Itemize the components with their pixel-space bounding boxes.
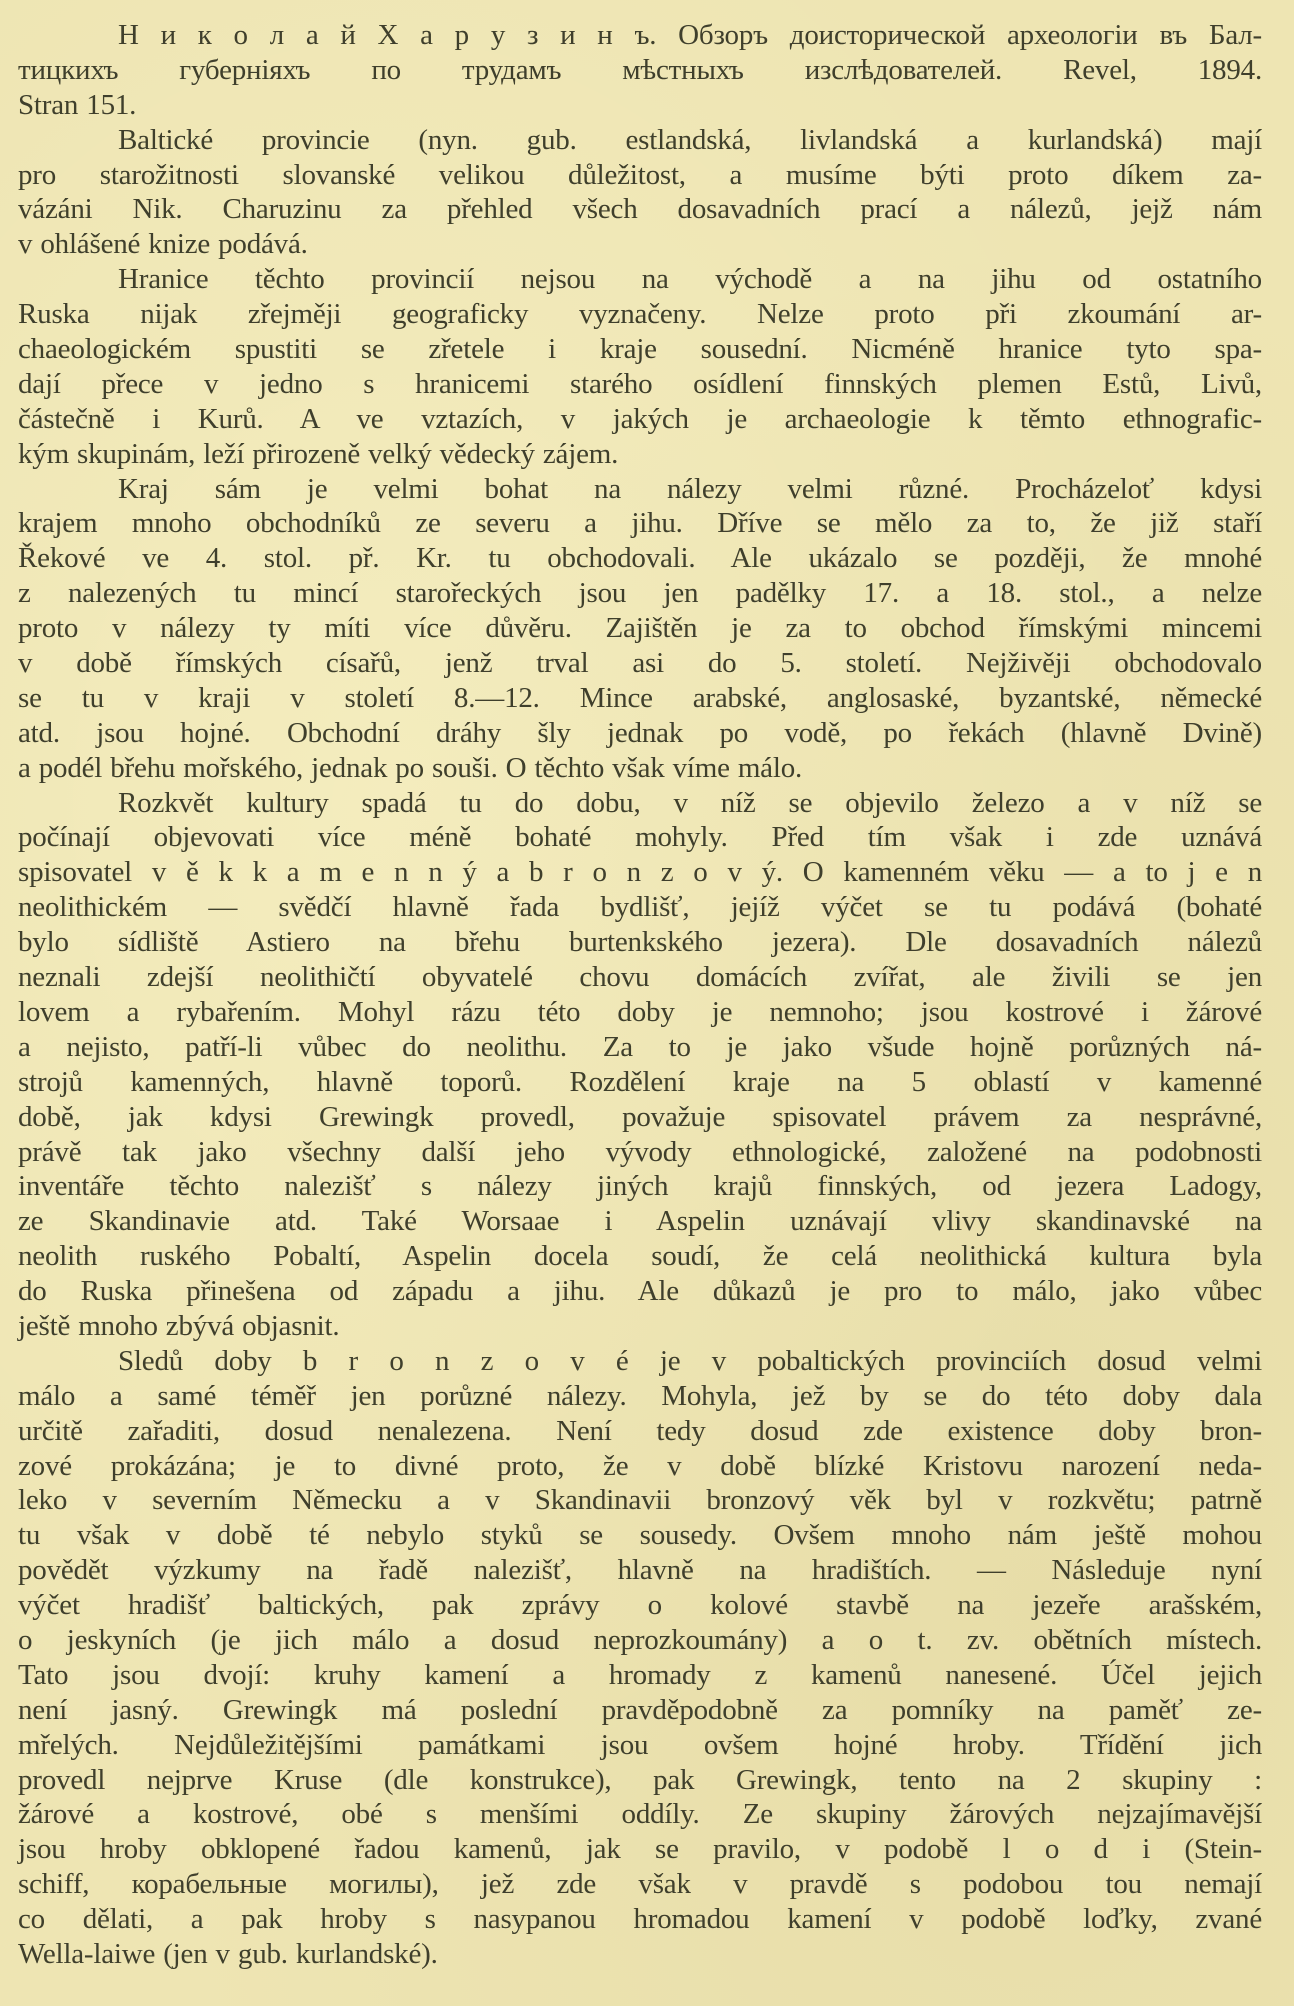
text-line: Ruska nijak zřejměji geograficky vyznačeny. Nelze proto při zkoumání ar- [18,298,1262,331]
text-line: krajem mnoho obchodníků ze severu a jihu. Dříve se mělo za to, že již staří [18,507,1262,540]
paragraph-borders [18,262,1262,471]
text-line: dají přece v jedno s hranicemi starého osídlení finnských plemen Estů, Livů, [18,367,1262,400]
review-heading [18,18,1262,123]
text-line: Stran 151. [18,88,137,121]
text-line: jsou hroby obklopené řadou kamenů, jak se pravilo, v podobě l o d i (Stein- [18,1833,1262,1866]
text-line: kým skupinám, leží přirozeně velký vědecký zájem. [18,437,619,470]
text-line: spisovatel v ě k k a m e n n ý a b r o n z o v ý. O kamenném věku — a to j e n [18,856,1262,889]
document-page [18,18,1262,1972]
text-line: neznali zdejší neolithičtí obyvatelé chovu domácích zvířat, ale živili se jen [18,961,1262,994]
text-line: zové prokázána; je to divné proto, že v době blízké Kristovu narození neda- [18,1449,1262,1482]
text-line: bylo sídliště Astiero na břehu burtenkského jezera). Dle dosavadních nálezů [18,926,1262,959]
text-line: inventáře těchto nalezišť s nálezy jiných krajů finnských, od jezera Ladogy, [18,1170,1262,1203]
text-line: ještě mnoho zbývá objasnit. [18,1309,340,1342]
text-line: тицкихъ губерніяхъ по трудамъ мѣстныхъ изслѣдователей. Revel, 1894. [18,53,1262,86]
text-line: době, jak kdysi Grewingk provedl, považuje spisovatel právem za nesprávné, [18,1100,1262,1133]
text-line: z nalezených tu mincí starořeckých jsou jen padělky 17. a 18. stol., a nelze [18,577,1262,610]
text-line: Tato jsou dvojí: kruhy kamení a hromady z kamenů nanesené. Účel jejich [18,1658,1262,1691]
text-line: co dělati, a pak hroby s nasypanou hromadou kamení v podobě loďky, zvané [18,1903,1262,1936]
text-line: do Ruska přinešena od západu a jihu. Ale důkazů je pro to málo, jako vůbec [18,1275,1262,1308]
text-line: schiff, корабельные могилы), jež zde však v pravdě s podobou tou nemají [18,1868,1262,1901]
text-line: neolith ruského Pobaltí, Aspelin docela soudí, že celá neolithická kultura byla [18,1240,1262,1273]
text-line: žárové a kostrové, obé s menšími oddíly. Ze skupiny žárových nejzajímavější [18,1798,1262,1831]
text-line: lovem a rybařením. Mohyl rázu této doby je nemnoho; jsou kostrové i žárové [18,995,1262,1028]
text-line: Hranice těchto provincií nejsou na východě a na jihu od ostatního [118,263,1262,296]
text-line: v ohlášené knize podává. [18,228,308,261]
text-line: Baltické provincie (nyn. gub. estlandská, livlandská a kurlandská) mají [118,123,1262,156]
text-line: Kraj sám je velmi bohat na nálezy velmi různé. Procházeloť kdysi [118,472,1262,505]
text-line: Н и к о л а й Х а р у з и н ъ. Обзоръ доисторической археологіи въ Бал- [118,19,1262,51]
paragraph-intro [18,123,1262,263]
text-line: není jasný. Grewingk má poslední pravděpodobně za pomníky na paměť ze- [18,1693,1262,1726]
paragraph-bronze-age [18,1344,1262,1972]
text-line: Sledů doby b r o n z o v é je v pobaltických provinciích dosud velmi [118,1344,1262,1377]
text-line: počínají objevovati více méně bohaté mohyly. Před tím však i zde uznává [18,821,1262,854]
text-line: a podél břehu mořského, jednak po souši. O těchto však víme málo. [18,751,803,784]
text-line: tu však v době té nebylo styků se sousedy. Ovšem mnoho nám ještě mohou [18,1519,1262,1552]
paragraph-trade [18,472,1262,786]
text-line: vázáni Nik. Charuzinu za přehled všech dosavadních prací a nálezů, jejž nám [18,193,1262,226]
text-line: Rozkvět kultury spadá tu do dobu, v níž se objevilo železo a v níž se [118,786,1262,819]
text-line: výčet hradišť baltických, pak zprávy o kolové stavbě na jezeře arašském, [18,1589,1262,1622]
text-line: atd. jsou hojné. Obchodní dráhy šly jednak po vodě, po řekách (hlavně Dvině) [18,716,1262,749]
text-line: částečně i Kurů. A ve vztazích, v jakých je archaeologie k těmto ethnografic- [18,402,1262,435]
text-line: v době římských císařů, jenž trval asi do 5. století. Nejživěji obchodovalo [18,647,1262,680]
paragraph-stone-age [18,786,1262,1344]
text-line: ze Skandinavie atd. Také Worsaae i Aspelin uznávají vlivy skandinavské na [18,1205,1262,1238]
text-line: o jeskyních (je jich málo a dosud neprozkoumány) a o t. zv. obětních místech. [18,1623,1262,1656]
text-line: leko v severním Německu a v Skandinavii bronzový věk byl v rozkvětu; patrně [18,1484,1262,1517]
text-line: strojů kamenných, hlavně toporů. Rozdělení kraje na 5 oblastí v kamenné [18,1065,1262,1098]
text-line: neolithickém — svědčí hlavně řada bydlišť, jejíž výčet se tu podává (bohaté [18,891,1262,924]
text-line: a nejisto, patří-li vůbec do neolithu. Za to je jako všude hojně porůzných ná- [18,1030,1262,1063]
text-line: právě tak jako všechny další jeho vývody ethnologické, založené na podobnosti [18,1135,1262,1168]
text-line: málo a samé téměř jen porůzné nálezy. Mohyla, jež by se do této doby dala [18,1379,1262,1412]
text-line: pro starožitnosti slovanské velikou důležitost, a musíme býti proto díkem za- [18,158,1262,191]
text-line: se tu v kraji v století 8.—12. Mince arabské, anglosaské, byzantské, německé [18,681,1262,714]
text-line: proto v nálezy ty míti více důvěru. Zajištěn je za to obchod římskými mincemi [18,612,1262,645]
text-line: Řekové ve 4. stol. př. Kr. tu obchodovali. Ale ukázalo se později, že mnohé [18,542,1262,575]
text-line: provedl nejprve Kruse (dle konstrukce), pak Grewingk, tento na 2 skupiny : [18,1763,1262,1796]
text-line: určitě zařaditi, dosud nenalezena. Není tedy dosud zde existence doby bron- [18,1414,1262,1447]
text-line: mřelých. Nejdůležitějšími památkami jsou ovšem hojné hroby. Třídění jich [18,1728,1262,1761]
text-line: Wella-laiwe (jen v gub. kurlandské). [18,1937,438,1970]
text-line: chaeologickém spustiti se zřetele i kraje sousední. Nicméně hranice tyto spa- [18,333,1262,366]
text-line: povědět výzkumy na řadě nalezišť, hlavně na hradištích. — Následuje nyní [18,1554,1262,1587]
